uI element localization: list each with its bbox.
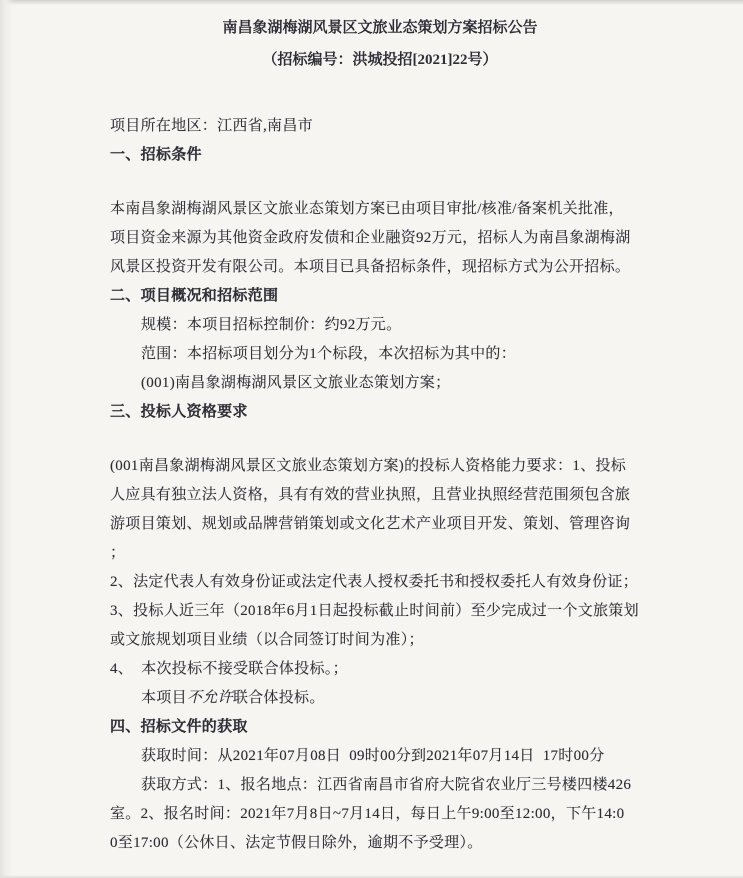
section-1-paragraph-line: 本南昌象湖梅湖风景区文旅业态策划方案已由项目审批/核准/备案机关批准，: [110, 201, 624, 217]
requirement-item-3-line: 3、投标人近三年（2018年6月1日起投标截止时间前）至少完成过一个文旅策划: [110, 603, 639, 619]
section-1-paragraph-line: 风景区投资开发有限公司。本项目已具备招标条件，现招标方式为公开招标。: [110, 259, 631, 275]
note-italic-text: 不允许: [186, 690, 233, 706]
section-1-heading: 一、招标条件: [110, 147, 202, 163]
obtain-method-line: 0至17:00（公休日、法定节假日除外，逾期不予受理）。: [110, 835, 483, 851]
no-consortium-note-line: [110, 684, 650, 713]
document-body: [110, 0, 650, 858]
page-title: 南昌象湖梅湖风景区文旅业态策划方案招标公告: [222, 20, 538, 36]
obtain-method-line: 获取方式：1、报名地点：江西省南昌市省府大院省农业厅三号楼四楼426: [141, 777, 632, 793]
section-2-heading: 二、项目概况和招标范围: [110, 288, 279, 304]
tender-ref-number: （招标编号：洪城投招[2021]22号）: [262, 52, 498, 68]
requirement-item-2-line: 2、法定代表人有效身份证或法定代表人授权委托书和授权委托人有效身份证；: [110, 574, 639, 590]
requirement-item-4-line: 4、 本次投标不接受联合体投标。；: [110, 661, 348, 677]
scan-edge-left: [0, 0, 14, 878]
scope-line: 范围：本招标项目划分为1个标段，本次招标为其中的：: [141, 346, 517, 362]
qualification-requirements-line: (001南昌象湖梅湖风景区文旅业态策划方案)的投标人资格能力要求：1、投标: [110, 458, 627, 474]
project-location-line: 项目所在地区：江西省,南昌市: [110, 118, 313, 134]
obtain-method-line: 室。2、报名时间：2021年7月8日~7月14日，每日上午9:00至12:00，下午14:0: [110, 806, 625, 822]
scale-line: 规模：本项目招标控制价：约92万元。: [141, 317, 402, 333]
section-4-heading: 四、招标文件的获取: [110, 719, 248, 735]
lot-001-line: (001)南昌象湖梅湖风景区文旅业态策划方案；: [141, 375, 451, 391]
qualification-requirements-line: ；: [110, 545, 126, 561]
requirement-item-3-line: 或文旅规划项目业绩（以合同签订时间为准）；: [110, 632, 424, 648]
qualification-requirements-line: 人应具有独立法人资格，具有有效的营业执照，且营业执照经营范围须包含旅: [110, 487, 631, 503]
obtain-time-line: 获取时间：从2021年07月08日 09时00分到2021年07月14日 17时00分: [141, 748, 605, 764]
section-3-heading: 三、投标人资格要求: [110, 404, 248, 420]
qualification-requirements-line: 游项目策划、规划或品牌营销策划或文化艺术产业项目开发、策划、管理咨询: [110, 516, 631, 532]
note-suffix-text: 联合体投标。: [232, 690, 325, 706]
note-prefix-text: 本项目: [141, 690, 187, 706]
section-1-paragraph-line: 项目资金来源为其他资金政府发债和企业融资92万元，招标人为南昌象湖梅湖: [110, 230, 631, 246]
